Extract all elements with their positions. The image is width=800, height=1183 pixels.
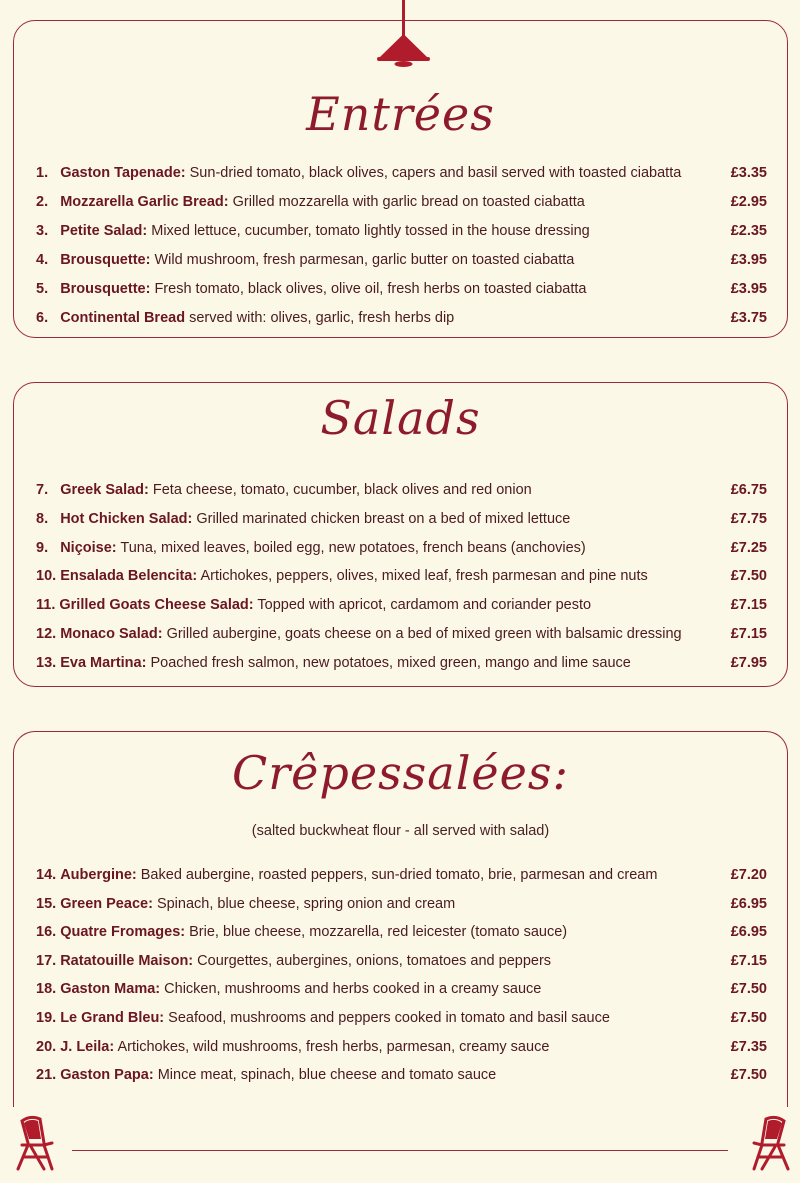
- menu-item-name: Monaco Salad:: [60, 626, 163, 642]
- menu-item-text: [36, 509, 570, 529]
- menu-item-price: £7.50: [730, 1010, 767, 1026]
- menu-item: [36, 1037, 767, 1057]
- menu-item-name: Gaston Papa:: [60, 1067, 154, 1084]
- menu-item-number: 5.: [36, 281, 49, 297]
- menu-item-price: £7.15: [730, 626, 767, 642]
- menu-item-text: [36, 865, 657, 885]
- menu-item-name: Ensalada Belencita:: [60, 568, 198, 585]
- section-title: Salads: [320, 391, 481, 445]
- folding-chair-icon: [16, 1113, 68, 1171]
- menu-item-description: Sun-dried tomato, black olives, capers and basil served with toasted ciabatta: [189, 165, 682, 181]
- menu-item-number: 11.: [36, 597, 56, 614]
- menu-item-description: Courgettes, aubergines, onions, tomatoes and peppers: [197, 952, 552, 969]
- menu-item-price: £3.35: [730, 165, 767, 181]
- entrees-section: [13, 20, 788, 338]
- menu-item: [36, 250, 767, 270]
- menu-item-description: Fresh tomato, black olives, olive oil, fresh herbs on toasted ciabatta: [154, 281, 587, 297]
- menu-item-name: Brousquette:: [60, 281, 151, 297]
- menu-item-number: 6.: [36, 310, 49, 326]
- section-title: Crêpessalées:: [232, 746, 569, 800]
- menu-item-name: Aubergine:: [60, 867, 137, 883]
- menu-item-price: £7.15: [730, 597, 767, 614]
- menu-item-price: £7.50: [730, 981, 767, 998]
- menu-item-price: £6.75: [730, 482, 767, 498]
- menu-item-name: Hot Chicken Salad:: [60, 510, 193, 527]
- menu-item-description: Wild mushroom, fresh parmesan, garlic butter on toasted ciabatta: [154, 252, 575, 268]
- menu-item-number: 2.: [36, 194, 49, 210]
- menu-item-price: £7.75: [730, 510, 767, 527]
- menu-item-name: Gaston Mama:: [60, 981, 161, 998]
- menu-item-name: Continental Bread: [60, 310, 186, 326]
- menu-item-text: [36, 624, 682, 644]
- menu-item-number: 9.: [36, 539, 49, 556]
- menu-item-name: Niçoise:: [60, 539, 117, 556]
- menu-item-text: [36, 1008, 610, 1028]
- menu-item-number: 17.: [36, 952, 57, 969]
- menu-item-text: [36, 1065, 496, 1085]
- menu-item-number: 8.: [36, 510, 49, 527]
- menu-item-description: Poached fresh salmon, new potatoes, mixed green, mango and lime sauce: [150, 654, 631, 671]
- menu-item-name: Ratatouille Maison:: [60, 952, 194, 969]
- menu-item: [36, 865, 767, 885]
- menu-item: [36, 221, 767, 241]
- menu-item-number: 10.: [36, 568, 57, 585]
- menu-item: [36, 538, 767, 558]
- menu-item: [36, 480, 767, 500]
- menu-item-text: [36, 922, 567, 942]
- menu-item-text: [36, 250, 574, 270]
- menu-item-number: 1.: [36, 165, 49, 181]
- menu-item: [36, 595, 767, 615]
- menu-item-price: £6.95: [730, 924, 767, 941]
- bottom-divider: [72, 1150, 728, 1151]
- menu-item: [36, 1065, 767, 1085]
- crepes-section: [13, 731, 788, 1107]
- menu-item-number: 3.: [36, 223, 49, 239]
- menu-item: [36, 509, 767, 529]
- menu-item: [36, 624, 767, 644]
- menu-item-description: Mince meat, spinach, blue cheese and tomato sauce: [157, 1067, 497, 1084]
- menu-item-text: [36, 951, 551, 971]
- menu-item-number: 15.: [36, 895, 57, 912]
- menu-item-text: [36, 894, 455, 914]
- menu-item-price: £7.15: [730, 952, 767, 969]
- menu-item: [36, 192, 767, 212]
- menu-item-price: £2.95: [730, 194, 767, 210]
- menu-item-price: £3.95: [730, 252, 767, 268]
- menu-item-description: Grilled aubergine, goats cheese on a bed of mixed green with balsamic dressing: [166, 626, 682, 642]
- menu-item-text: [36, 538, 586, 558]
- menu-item-text: [36, 279, 586, 299]
- menu-item-description: Tuna, mixed leaves, boiled egg, new potatoes, french beans (anchovies): [120, 539, 586, 556]
- menu-item-price: £7.20: [730, 867, 767, 883]
- menu-item-number: 14.: [36, 867, 57, 883]
- menu-item-name: Eva Martina:: [60, 654, 147, 671]
- menu-item-text: [36, 566, 648, 586]
- menu-item-description: Mixed lettuce, cucumber, tomato lightly tossed in the house dressing: [151, 223, 590, 239]
- menu-item-name: Petite Salad:: [60, 223, 148, 239]
- menu-item: [36, 894, 767, 914]
- menu-item-text: [36, 308, 454, 328]
- menu-item-number: 21.: [36, 1067, 57, 1084]
- section-subtitle: (salted buckwheat flour - all served with salad): [251, 823, 550, 839]
- menu-item-text: [36, 595, 591, 615]
- menu-item-name: Gaston Tapenade:: [60, 165, 186, 181]
- menu-item-name: Brousquette:: [60, 252, 151, 268]
- menu-item-price: £7.50: [730, 568, 767, 585]
- menu-item: [36, 163, 767, 183]
- menu-item-price: £3.75: [730, 310, 767, 326]
- section-title: Entrées: [306, 87, 495, 141]
- menu-item-description: Artichokes, peppers, olives, mixed leaf, fresh parmesan and pine nuts: [200, 568, 648, 585]
- menu-item-text: [36, 163, 681, 183]
- menu-item-description: served with: olives, garlic, fresh herbs dip: [189, 310, 455, 326]
- menu-item-description: Grilled mozzarella with garlic bread on toasted ciabatta: [232, 194, 585, 210]
- menu-item-name: Quatre Fromages:: [60, 924, 186, 941]
- menu-item-price: £7.35: [730, 1038, 767, 1055]
- menu-item-text: [36, 979, 541, 999]
- menu-item-name: J. Leila:: [60, 1038, 115, 1055]
- menu-item: [36, 308, 767, 328]
- menu-item-price: £3.95: [730, 281, 767, 297]
- menu-item-description: Brie, blue cheese, mozzarella, red leicester (tomato sauce): [189, 924, 568, 941]
- menu-item-number: 16.: [36, 924, 57, 941]
- menu-item-price: £6.95: [730, 895, 767, 912]
- menu-item: [36, 653, 767, 673]
- menu-item-description: Feta cheese, tomato, cucumber, black olives and red onion: [152, 482, 532, 498]
- menu-item-price: £7.95: [730, 654, 767, 671]
- menu-item-number: 13.: [36, 654, 57, 671]
- menu-item-description: Chicken, mushrooms and herbs cooked in a creamy sauce: [164, 981, 542, 998]
- menu-item-price: £7.50: [730, 1067, 767, 1084]
- menu-item-name: Mozzarella Garlic Bread:: [60, 194, 229, 210]
- menu-item-text: [36, 480, 532, 500]
- menu-item-price: £2.35: [730, 223, 767, 239]
- menu-item-description: Spinach, blue cheese, spring onion and cream: [156, 895, 456, 912]
- menu-item-description: Seafood, mushrooms and peppers cooked in tomato and basil sauce: [168, 1010, 610, 1026]
- menu-item-description: Artichokes, wild mushrooms, fresh herbs, parmesan, creamy sauce: [117, 1038, 550, 1055]
- menu-item-text: [36, 221, 590, 241]
- menu-item-name: Greek Salad:: [60, 482, 149, 498]
- menu-item-number: 18.: [36, 981, 57, 998]
- menu-item: [36, 922, 767, 942]
- menu-item: [36, 1008, 767, 1028]
- folding-chair-icon: [738, 1113, 790, 1171]
- menu-item-description: Grilled marinated chicken breast on a bed of mixed lettuce: [196, 510, 571, 527]
- menu-item-text: [36, 653, 631, 673]
- menu-item-number: 4.: [36, 252, 49, 268]
- menu-item-description: Topped with apricot, cardamom and coriander pesto: [257, 597, 592, 614]
- menu-item-text: [36, 192, 585, 212]
- menu-item-name: Le Grand Bleu:: [60, 1010, 165, 1026]
- menu-item-description: Baked aubergine, roasted peppers, sun-dried tomato, brie, parmesan and cream: [140, 867, 658, 883]
- menu-item-number: 7.: [36, 482, 49, 498]
- menu-item-number: 19.: [36, 1010, 57, 1026]
- menu-item: [36, 951, 767, 971]
- menu-item: [36, 979, 767, 999]
- menu-item-number: 20.: [36, 1038, 57, 1055]
- menu-item-number: 12.: [36, 626, 57, 642]
- menu-item: [36, 279, 767, 299]
- menu-item-price: £7.25: [730, 539, 767, 556]
- menu-item-text: [36, 1037, 549, 1057]
- salads-section: [13, 382, 788, 687]
- menu-item-name: Grilled Goats Cheese Salad:: [59, 597, 254, 614]
- menu-item: [36, 566, 767, 586]
- menu-item-name: Green Peace:: [60, 895, 153, 912]
